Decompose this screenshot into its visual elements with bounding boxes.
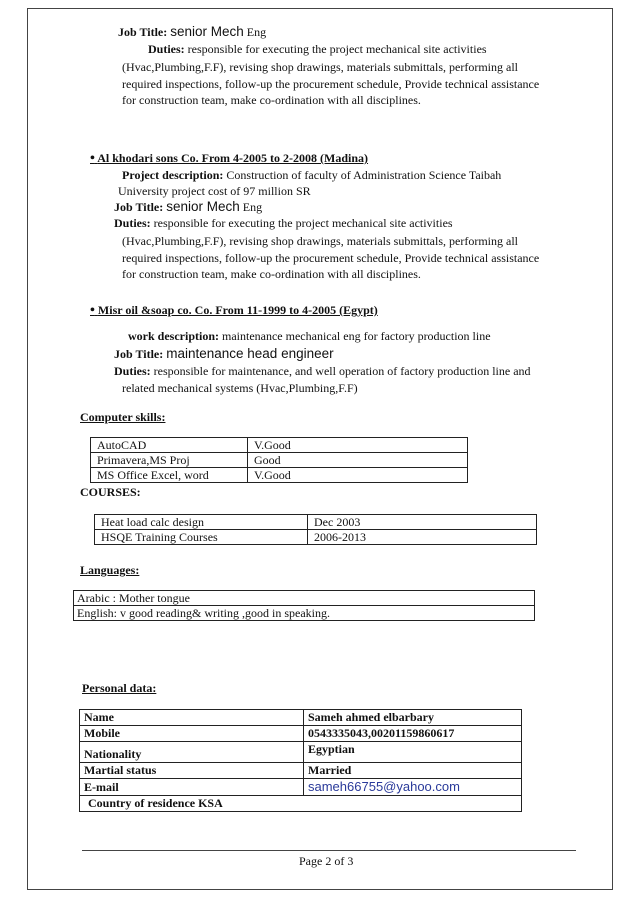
skill-level: V.Good bbox=[248, 468, 468, 483]
table-row bbox=[80, 742, 522, 763]
personal-data-heading: Personal data: bbox=[82, 681, 157, 695]
course-name: Heat load calc design bbox=[95, 515, 308, 530]
job2-duties-l4: for construction team, make co-ordination with all disciplines. bbox=[122, 267, 421, 281]
job2-duties-line bbox=[114, 216, 453, 231]
job2-title-suffix: Eng bbox=[242, 200, 263, 214]
job1-duties-l1: responsible for executing the project mechanical site activities bbox=[187, 42, 487, 56]
job1-duties-body bbox=[122, 59, 539, 109]
job2-title-label: Job Title: bbox=[114, 200, 164, 214]
table-row bbox=[91, 438, 468, 453]
job3-heading-text: Misr oil &soap co. Co. From 11-1999 to 4-2005 (Egypt) bbox=[97, 303, 378, 317]
personal-value: 0543335043,00201159860617 bbox=[304, 726, 522, 742]
job1-duties-label: Duties: bbox=[148, 42, 185, 56]
personal-value bbox=[304, 779, 522, 796]
personal-data-table bbox=[79, 709, 522, 812]
table-row bbox=[80, 796, 522, 812]
skill-name: AutoCAD bbox=[91, 438, 248, 453]
job1-duties-l3: required inspections, follow-up the procurement schedule, Provide technical assistance bbox=[122, 76, 540, 91]
table-row bbox=[80, 710, 522, 726]
personal-label: Mobile bbox=[80, 726, 304, 742]
job3-title-label: Job Title: bbox=[114, 347, 164, 361]
course-name: HSQE Training Courses bbox=[95, 530, 308, 545]
skill-name: MS Office Excel, word bbox=[91, 468, 248, 483]
table-row bbox=[80, 726, 522, 742]
job3-title-line bbox=[114, 346, 334, 362]
table-row bbox=[74, 591, 535, 606]
email-link[interactable]: sameh66755@yahoo.com bbox=[308, 779, 460, 794]
job2-title-line bbox=[114, 199, 262, 215]
job3-work-line bbox=[128, 329, 491, 344]
bullet-icon: • bbox=[90, 303, 95, 318]
job1-duties-l2: (Hvac,Plumbing,F.F), revising shop drawings, materials submittals, performing all bbox=[122, 60, 518, 74]
job2-heading-text: Al khodari sons Co. From 4-2005 to 2-2008 (Madina) bbox=[97, 151, 369, 165]
job3-work-value: maintenance mechanical eng for factory production line bbox=[222, 329, 491, 343]
languages-heading: Languages: bbox=[80, 563, 140, 577]
personal-label: E-mail bbox=[80, 779, 304, 796]
personal-value: Egyptian bbox=[304, 742, 522, 763]
bullet-icon: • bbox=[90, 151, 95, 166]
job2-proj-label: Project description: bbox=[122, 168, 224, 182]
job3-title-value: maintenance head engineer bbox=[166, 346, 334, 361]
job2-heading bbox=[90, 151, 368, 167]
personal-label: Name bbox=[80, 710, 304, 726]
table-row bbox=[80, 779, 522, 796]
table-row bbox=[74, 606, 535, 621]
job2-proj-l2: University project cost of 97 million SR bbox=[118, 184, 311, 198]
courses-heading: COURSES: bbox=[80, 485, 141, 499]
courses-table bbox=[94, 514, 537, 545]
job2-duties-l1: responsible for executing the project mechanical site activities bbox=[153, 216, 453, 230]
job3-duties-line bbox=[114, 364, 531, 379]
job3-duties-l2: related mechanical systems (Hvac,Plumbing,F.F) bbox=[122, 381, 358, 395]
personal-label: Martial status bbox=[80, 763, 304, 779]
table-row bbox=[80, 763, 522, 779]
country-of-residence: Country of residence KSA bbox=[80, 796, 522, 812]
computer-skills-heading: Computer skills: bbox=[80, 410, 166, 424]
skill-level: V.Good bbox=[248, 438, 468, 453]
job2-duties-l3: required inspections, follow-up the procurement schedule, Provide technical assistance bbox=[122, 250, 540, 265]
job1-title-line bbox=[118, 24, 266, 40]
personal-value: Married bbox=[304, 763, 522, 779]
job3-duties-label: Duties: bbox=[114, 364, 151, 378]
job2-duties-body bbox=[122, 233, 539, 283]
course-date: Dec 2003 bbox=[308, 515, 537, 530]
job3-work-label: work description: bbox=[128, 329, 219, 343]
job1-duties-line bbox=[148, 42, 487, 57]
job1-title-suffix: Eng bbox=[246, 25, 267, 39]
computer-skills-table bbox=[90, 437, 468, 483]
language-entry: Arabic : Mother tongue bbox=[74, 591, 535, 606]
language-entry: English: v good reading& writing ,good in speaking. bbox=[74, 606, 535, 621]
table-row bbox=[95, 515, 537, 530]
footer-divider bbox=[82, 850, 576, 851]
job1-title-value: senior Mech bbox=[170, 24, 244, 39]
table-row bbox=[91, 468, 468, 483]
personal-label: Nationality bbox=[80, 742, 304, 763]
skill-name: Primavera,MS Proj bbox=[91, 453, 248, 468]
personal-value: Sameh ahmed elbarbary bbox=[304, 710, 522, 726]
job2-project-line bbox=[122, 168, 501, 183]
job1-title-label: Job Title: bbox=[118, 25, 168, 39]
job3-duties-l1: responsible for maintenance, and well operation of factory production line and bbox=[153, 364, 531, 378]
job2-duties-l2: (Hvac,Plumbing,F.F), revising shop drawings, materials submittals, performing all bbox=[122, 234, 518, 248]
job2-title-value: senior Mech bbox=[166, 199, 240, 214]
table-row bbox=[95, 530, 537, 545]
job2-proj-l1: Construction of faculty of Administration Science Taibah bbox=[226, 168, 502, 182]
table-row bbox=[91, 453, 468, 468]
page-number: Page 2 of 3 bbox=[299, 854, 354, 868]
job1-duties-l4: for construction team, make co-ordination with all disciplines. bbox=[122, 93, 421, 107]
course-date: 2006-2013 bbox=[308, 530, 537, 545]
skill-level: Good bbox=[248, 453, 468, 468]
job3-heading bbox=[90, 303, 378, 319]
languages-table bbox=[73, 590, 535, 621]
job2-duties-label: Duties: bbox=[114, 216, 151, 230]
